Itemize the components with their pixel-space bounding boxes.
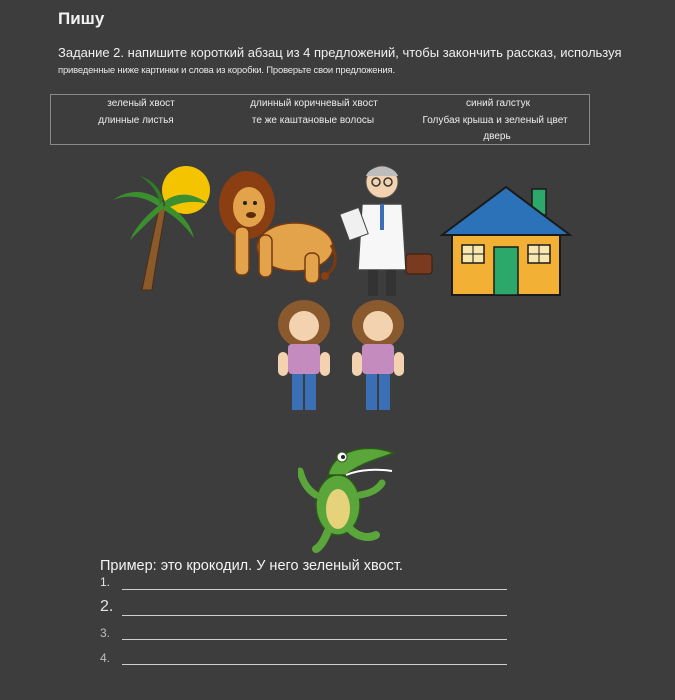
crocodile-icon xyxy=(298,435,398,555)
example-sentence: Пример: это крокодил. У него зеленый хвост. xyxy=(100,558,403,574)
answer-number: 4. xyxy=(100,651,111,665)
page-title: Пишу xyxy=(58,9,105,28)
word-long-brown-tail: длинный коричневый хвост xyxy=(250,98,378,109)
lion-icon xyxy=(215,165,340,290)
word-door: дверь xyxy=(483,131,511,142)
house-icon xyxy=(440,185,572,297)
answer-rule[interactable] xyxy=(122,639,507,640)
answer-number: 2. xyxy=(100,598,114,615)
word-blue-roof-green: Голубая крыша и зеленый цвет xyxy=(422,115,568,126)
word-green-tail: зеленый хвост xyxy=(107,98,175,109)
word-blue-tie: синий галстук xyxy=(466,98,530,109)
answer-number: 3. xyxy=(100,626,111,640)
palm-tree-icon xyxy=(108,160,218,295)
word-same-chestnut-hair: те же каштановые волосы xyxy=(251,115,375,126)
task-instruction-continued: приведенные ниже картинки и слова из коробки. Проверьте свои предложения. xyxy=(58,65,395,76)
answer-number: 1. xyxy=(100,575,111,589)
answer-rule[interactable] xyxy=(122,664,507,665)
answer-rule[interactable] xyxy=(122,589,507,590)
task-instruction: Задание 2. напишите короткий абзац из 4 предложений, чтобы закончить рассказ, используя xyxy=(58,45,622,60)
word-box xyxy=(50,94,590,145)
doctor-icon xyxy=(340,160,440,300)
answer-rule[interactable] xyxy=(122,615,507,616)
word-long-leaves: длинные листья xyxy=(98,115,174,126)
twin-girls-icon xyxy=(272,298,412,418)
